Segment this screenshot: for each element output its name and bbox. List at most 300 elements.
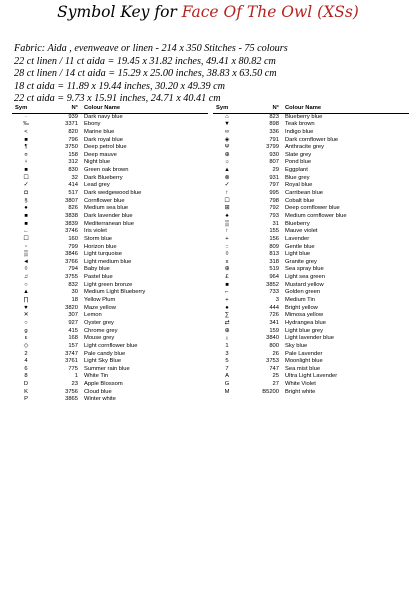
colour-name-cell: Sea mist blue [285, 365, 321, 372]
symbol-cell: ↑ [225, 190, 229, 197]
symbol-cell: ← [23, 228, 29, 235]
size-line-18ct-aida: 18 ct aida = 11.89 x 19.44 inches, 30.20 x 49.39 cm [14, 80, 225, 92]
table-row [12, 198, 208, 206]
symbol-cell: ⊕ [224, 327, 230, 334]
symbol-cell: ● [225, 304, 229, 311]
table-row [12, 335, 208, 343]
number-cell: 3799 [266, 144, 279, 151]
table-row [12, 259, 208, 267]
colour-name-cell: Light turquoise [84, 251, 123, 258]
number-cell: 726 [269, 312, 279, 319]
table-row [213, 289, 409, 297]
number-cell: 160 [68, 235, 78, 242]
colour-name-cell: Summer rain blue [84, 365, 130, 372]
number-cell: 3820 [65, 304, 78, 311]
symbol-cell: ☼ [224, 159, 230, 166]
table-row [213, 366, 409, 374]
number-cell: 794 [68, 266, 78, 273]
header-sym: Sym [15, 105, 28, 111]
table-row [12, 175, 208, 183]
number-cell: 30 [71, 289, 78, 296]
table-row [12, 121, 208, 129]
table-row [12, 320, 208, 328]
colour-name-cell: Pale candy blue [84, 350, 126, 357]
colour-name-cell: Pastel blue [84, 274, 113, 281]
symbol-cell: ◇ [23, 342, 29, 349]
table-row [213, 305, 409, 313]
number-cell: 156 [269, 235, 279, 242]
symbol-cell: 7 [225, 365, 229, 372]
symbol-cell: ‰ [23, 121, 29, 128]
number-cell: 29 [272, 167, 279, 174]
number-cell: 3839 [65, 220, 78, 227]
table-row [12, 129, 208, 137]
colour-name-cell: Winter white [84, 396, 116, 403]
symbol-cell: ♠ [225, 212, 229, 219]
colour-name-cell: Granite grey [285, 258, 317, 265]
colour-name-cell: Deep mauve [84, 151, 117, 158]
number-cell: 23 [71, 381, 78, 388]
colour-name-cell: Oyster grey [84, 319, 114, 326]
colour-name-cell: Bright white [285, 388, 316, 395]
symbol-cell: ▼ [224, 121, 230, 128]
number-cell: 747 [269, 365, 279, 372]
table-row [213, 213, 409, 221]
number-cell: 793 [269, 212, 279, 219]
number-cell: 312 [68, 159, 78, 166]
symbol-cell: ⇄ [224, 319, 230, 326]
table-row [12, 328, 208, 336]
symbol-cell: :: [225, 243, 229, 250]
number-cell: 832 [68, 281, 78, 288]
number-cell: 3753 [266, 358, 279, 365]
symbol-cell: ♥ [24, 304, 28, 311]
symbol-cell: ⊕ [224, 151, 230, 158]
symbol-cell: 8 [24, 373, 28, 380]
symbol-cell: 3 [225, 350, 229, 357]
size-line-22ct-aida: 22 ct aida = 9.73 x 15.91 inches, 24.71 x 40.41 cm [14, 93, 221, 104]
number-cell: 964 [269, 274, 279, 281]
number-cell: 3761 [65, 358, 78, 365]
symbol-cell: ▫ [24, 243, 28, 250]
table-row [213, 251, 409, 259]
number-cell: 3 [275, 297, 279, 304]
colour-name-cell: Sea spray blue [285, 266, 324, 273]
table-row [12, 366, 208, 374]
table-row [12, 236, 208, 244]
symbol-cell: G [224, 381, 230, 388]
symbol-cell: ∑ [224, 312, 230, 319]
number-cell: 3746 [65, 228, 78, 235]
table-row [213, 182, 409, 190]
pattern-name: Face Of The Owl (XSs) [181, 3, 359, 21]
colour-name-cell: Medium sea blue [84, 205, 129, 212]
number-cell: 3865 [65, 396, 78, 403]
symbol-cell: 6 [24, 365, 28, 372]
table-row [12, 289, 208, 297]
page-title [0, 3, 416, 21]
table-row [12, 266, 208, 274]
table-row [12, 190, 208, 198]
table-row [12, 228, 208, 236]
table-row [213, 228, 409, 236]
table-row [12, 114, 208, 122]
table-row [12, 343, 208, 351]
symbol-cell: ● [24, 205, 28, 212]
number-cell: 159 [269, 327, 279, 334]
number-cell: 307 [68, 312, 78, 319]
number-cell: 168 [68, 335, 78, 342]
colour-name-cell: Dark wedgewood blue [84, 190, 142, 197]
symbol-cell: ✓ [23, 182, 29, 189]
number-cell: 3807 [65, 197, 78, 204]
table-row [12, 205, 208, 213]
colour-name-cell: Light lavender blue [285, 335, 334, 342]
header-sym: Sym [216, 105, 229, 111]
symbol-cell: ○ [24, 281, 28, 288]
table-row [213, 144, 409, 152]
colour-name-cell: Chrome grey [84, 327, 118, 334]
number-cell: 3750 [65, 144, 78, 151]
number-cell: 157 [68, 342, 78, 349]
table-row [12, 396, 208, 404]
colour-name-cell: Medium Light Blueberry [84, 289, 146, 296]
symbol-cell: 1 [225, 342, 229, 349]
number-cell: 796 [68, 136, 78, 143]
colour-name-cell: Royal blue [285, 182, 313, 189]
size-line-22ct-linen: 22 ct linen / 11 ct aida = 19.45 x 31.82 inches, 49.41 x 80.82 cm [14, 55, 276, 67]
colour-name-cell: Eggplant [285, 167, 308, 174]
symbol-cell: K [24, 388, 28, 395]
colour-name-cell: Light medium blue [84, 258, 132, 265]
symbol-cell: £ [225, 274, 229, 281]
color-table-left [12, 105, 208, 404]
number-cell: 823 [269, 113, 279, 120]
symbol-cell: ♀ [23, 159, 29, 166]
symbol-cell: ■ [24, 167, 28, 174]
number-cell: 3852 [266, 281, 279, 288]
table-row [12, 274, 208, 282]
symbol-cell: 5 [225, 358, 229, 365]
table-row [213, 152, 409, 160]
colour-name-cell: Ultra Light Lavender [285, 373, 338, 380]
symbol-cell: + [225, 235, 229, 242]
colour-name-cell: Cloud blue [84, 388, 112, 395]
table-header [213, 105, 409, 114]
colour-name-cell: Bright yellow [285, 304, 318, 311]
fabric-line: Fabric: Aida , evenweave or linen - 214 x 350 Stitches - 75 colours [14, 43, 288, 54]
number-cell: 517 [68, 190, 78, 197]
number-cell: 820 [68, 128, 78, 135]
table-row [213, 190, 409, 198]
symbol-cell: ☐ [23, 174, 29, 181]
number-cell: 809 [269, 243, 279, 250]
symbol-cell: ⊗ [224, 174, 230, 181]
symbol-cell: ◈ [224, 136, 230, 143]
number-cell: 336 [269, 128, 279, 135]
number-cell: 519 [269, 266, 279, 273]
number-cell: 1 [74, 373, 78, 380]
table-row [213, 121, 409, 129]
table-row [213, 312, 409, 320]
number-cell: 3755 [65, 274, 78, 281]
number-cell: 939 [68, 113, 78, 120]
symbol-cell: ◄ [23, 258, 29, 265]
symbol-cell: 2 [24, 350, 28, 357]
colour-name-cell: Moonlight blue [285, 358, 323, 365]
symbol-cell: ¡ [226, 335, 228, 342]
colour-name-cell: Lavender [285, 235, 310, 242]
symbol-cell: P [24, 396, 28, 403]
table-row [12, 312, 208, 320]
number-cell: 927 [68, 319, 78, 326]
symbol-cell: ■ [24, 212, 28, 219]
table-row [213, 236, 409, 244]
number-cell: 799 [68, 243, 78, 250]
colour-name-cell: White Violet [285, 381, 316, 388]
colour-name-cell: Light Sky Blue [84, 358, 122, 365]
symbol-cell: ✕ [23, 312, 29, 319]
symbol-cell: ■ [225, 281, 229, 288]
number-cell: 444 [269, 304, 279, 311]
colour-name-cell: Storm blue [84, 235, 113, 242]
colour-name-cell: Hydrangea blue [285, 319, 326, 326]
colour-name-cell: Baby blue [84, 266, 110, 273]
colour-name-cell: Maze yellow [84, 304, 116, 311]
colour-name-cell: Cobalt blue [285, 197, 315, 204]
color-table-right [213, 105, 409, 396]
number-cell: 3756 [65, 388, 78, 395]
number-cell: 158 [68, 151, 78, 158]
number-cell: 792 [269, 205, 279, 212]
colour-name-cell: Anthracite grey [285, 144, 324, 151]
number-cell: 27 [272, 381, 279, 388]
symbol-cell: ⊞ [224, 205, 230, 212]
symbol-cell: ▲ [23, 289, 29, 296]
table-row [213, 221, 409, 229]
table-row [213, 129, 409, 137]
table-row [12, 244, 208, 252]
number-cell: 733 [269, 289, 279, 296]
table-row [213, 159, 409, 167]
colour-name-cell: Mustard yellow [285, 281, 324, 288]
number-cell: 800 [269, 342, 279, 349]
colour-name-cell: Ebony [84, 121, 101, 128]
colour-name-cell: Blueberry blue [285, 113, 323, 120]
colour-name-cell: Yellow Plum [84, 297, 116, 304]
symbol-cell: A [225, 373, 229, 380]
number-cell: 3840 [266, 335, 279, 342]
header-colour-name: Colour Name [84, 105, 121, 111]
number-cell: 995 [269, 190, 279, 197]
table-row [12, 167, 208, 175]
table-row [12, 373, 208, 381]
colour-name-cell: Night blue [84, 159, 111, 166]
table-row [12, 358, 208, 366]
symbol-cell: ↑ [225, 228, 229, 235]
colour-name-cell: Medium Tin [285, 297, 315, 304]
table-row [213, 389, 409, 397]
table-row [213, 259, 409, 267]
table-row [213, 297, 409, 305]
colour-name-cell: Apple Blossom [84, 381, 123, 388]
number-cell: 341 [269, 319, 279, 326]
table-row [213, 205, 409, 213]
symbol-cell: ⌂ [225, 113, 229, 120]
symbol-cell: ∞ [224, 128, 230, 135]
header-colour-name: Colour Name [285, 105, 322, 111]
colour-name-cell: Marine blue [84, 128, 115, 135]
table-row [213, 274, 409, 282]
number-cell: 414 [68, 182, 78, 189]
table-row [213, 335, 409, 343]
number-cell: 155 [269, 228, 279, 235]
table-row [213, 137, 409, 145]
table-row [12, 144, 208, 152]
table-row [12, 182, 208, 190]
colour-name-cell: Dark cornflower blue [285, 136, 339, 143]
symbol-cell: ■ [24, 220, 28, 227]
colour-name-cell: Cornflower blue [84, 197, 125, 204]
table-row [12, 351, 208, 359]
symbol-cell: g [24, 327, 28, 334]
symbol-cell: < [24, 128, 28, 135]
colour-name-cell: Lead grey [84, 182, 110, 189]
number-cell: 3371 [65, 121, 78, 128]
table-row [12, 389, 208, 397]
symbol-cell: · [25, 113, 27, 120]
symbol-cell: ✓ [224, 182, 230, 189]
symbol-cell: ⌐ [225, 289, 229, 296]
symbol-cell: ▲ [224, 167, 230, 174]
table-row [213, 175, 409, 183]
symbol-cell: ∏ [23, 297, 29, 304]
number-cell: 3846 [65, 251, 78, 258]
table-row [213, 198, 409, 206]
colour-name-cell: Dark lavender blue [84, 212, 133, 219]
colour-name-cell: Gentle blue [285, 243, 315, 250]
colour-name-cell: Mauve violet [285, 228, 318, 235]
colour-name-cell: Light sea green [285, 274, 325, 281]
colour-name-cell: Teak brown [285, 121, 315, 128]
symbol-cell: ☐ [23, 235, 29, 242]
number-cell: 930 [269, 151, 279, 158]
table-row [213, 320, 409, 328]
table-row [12, 213, 208, 221]
colour-name-cell: Horizon blue [84, 243, 117, 250]
title-prefix: Symbol Key for [57, 3, 177, 21]
symbol-cell: ¶ [24, 144, 28, 151]
number-cell: 3766 [65, 258, 78, 265]
symbol-cell: ◊ [225, 251, 229, 258]
number-cell: 3747 [65, 350, 78, 357]
header-number: N° [71, 105, 78, 111]
number-cell: 318 [269, 258, 279, 265]
symbol-cell: ♫ [23, 274, 29, 281]
symbol-cell: ▒ [224, 220, 230, 227]
colour-name-cell: Deep petrol blue [84, 144, 127, 151]
size-line-28ct-linen: 28 ct linen / 14 ct aida = 15.29 x 25.00 inches, 38.83 x 63.50 cm [14, 68, 277, 79]
table-row [12, 137, 208, 145]
colour-name-cell: Sky blue [285, 342, 308, 349]
table-row [12, 305, 208, 313]
colour-name-cell: Pond blue [285, 159, 312, 166]
symbol-cell: ■ [24, 136, 28, 143]
colour-name-cell: Light blue [285, 251, 311, 258]
symbol-cell: ▒ [23, 251, 29, 258]
number-cell: 791 [269, 136, 279, 143]
number-cell: 3838 [65, 212, 78, 219]
table-row [213, 266, 409, 274]
table-row [12, 251, 208, 259]
symbol-cell: ¤ [24, 151, 28, 158]
table-row [213, 282, 409, 290]
symbol-cell: ε [24, 335, 28, 342]
symbol-cell: ○ [24, 319, 28, 326]
table-row [213, 167, 409, 175]
symbol-cell: ◘ [24, 190, 28, 197]
table-row [213, 351, 409, 359]
colour-name-cell: Pale Lavender [285, 350, 323, 357]
number-cell: 798 [269, 197, 279, 204]
number-cell: 18 [71, 297, 78, 304]
number-cell: B5200 [262, 388, 279, 395]
colour-name-cell: Dark royal blue [84, 136, 123, 143]
table-row [213, 328, 409, 336]
colour-name-cell: Mouse grey [84, 335, 115, 342]
number-cell: 31 [272, 220, 279, 227]
colour-name-cell: Indigo blue [285, 128, 314, 135]
table-row [213, 381, 409, 389]
table-row [12, 221, 208, 229]
colour-name-cell: Blueberry [285, 220, 310, 227]
symbol-cell: + [225, 297, 229, 304]
table-row [12, 159, 208, 167]
colour-name-cell: Light cornflower blue [84, 342, 138, 349]
colour-name-cell: Light green bronze [84, 281, 133, 288]
colour-name-cell: Mimosa yellow [285, 312, 324, 319]
table-row [213, 343, 409, 351]
colour-name-cell: Medium cornflower blue [285, 212, 347, 219]
number-cell: 797 [269, 182, 279, 189]
colour-name-cell: Deep cornflower blue [285, 205, 340, 212]
header-number: N° [272, 105, 279, 111]
table-row [213, 114, 409, 122]
symbol-cell: 4 [24, 358, 28, 365]
number-cell: 826 [68, 205, 78, 212]
colour-name-cell: Dark navy blue [84, 113, 123, 120]
table-row [213, 244, 409, 252]
symbol-cell: D [23, 381, 29, 388]
colour-name-cell: Blue grey [285, 174, 310, 181]
number-cell: 807 [269, 159, 279, 166]
colour-name-cell: White Tin [84, 373, 109, 380]
symbol-cell: Ψ [224, 144, 230, 151]
colour-name-cell: Green oak brown [84, 167, 129, 174]
number-cell: 25 [272, 373, 279, 380]
number-cell: 898 [269, 121, 279, 128]
symbol-cell: ⊕ [224, 266, 230, 273]
colour-name-cell: Slate grey [285, 151, 312, 158]
number-cell: 415 [68, 327, 78, 334]
colour-name-cell: Mediterranean blue [84, 220, 134, 227]
symbol-cell: § [24, 197, 28, 204]
number-cell: 775 [68, 365, 78, 372]
symbol-cell: ◊ [24, 266, 28, 273]
table-row [12, 282, 208, 290]
table-row [12, 381, 208, 389]
symbol-cell: x [225, 258, 229, 265]
